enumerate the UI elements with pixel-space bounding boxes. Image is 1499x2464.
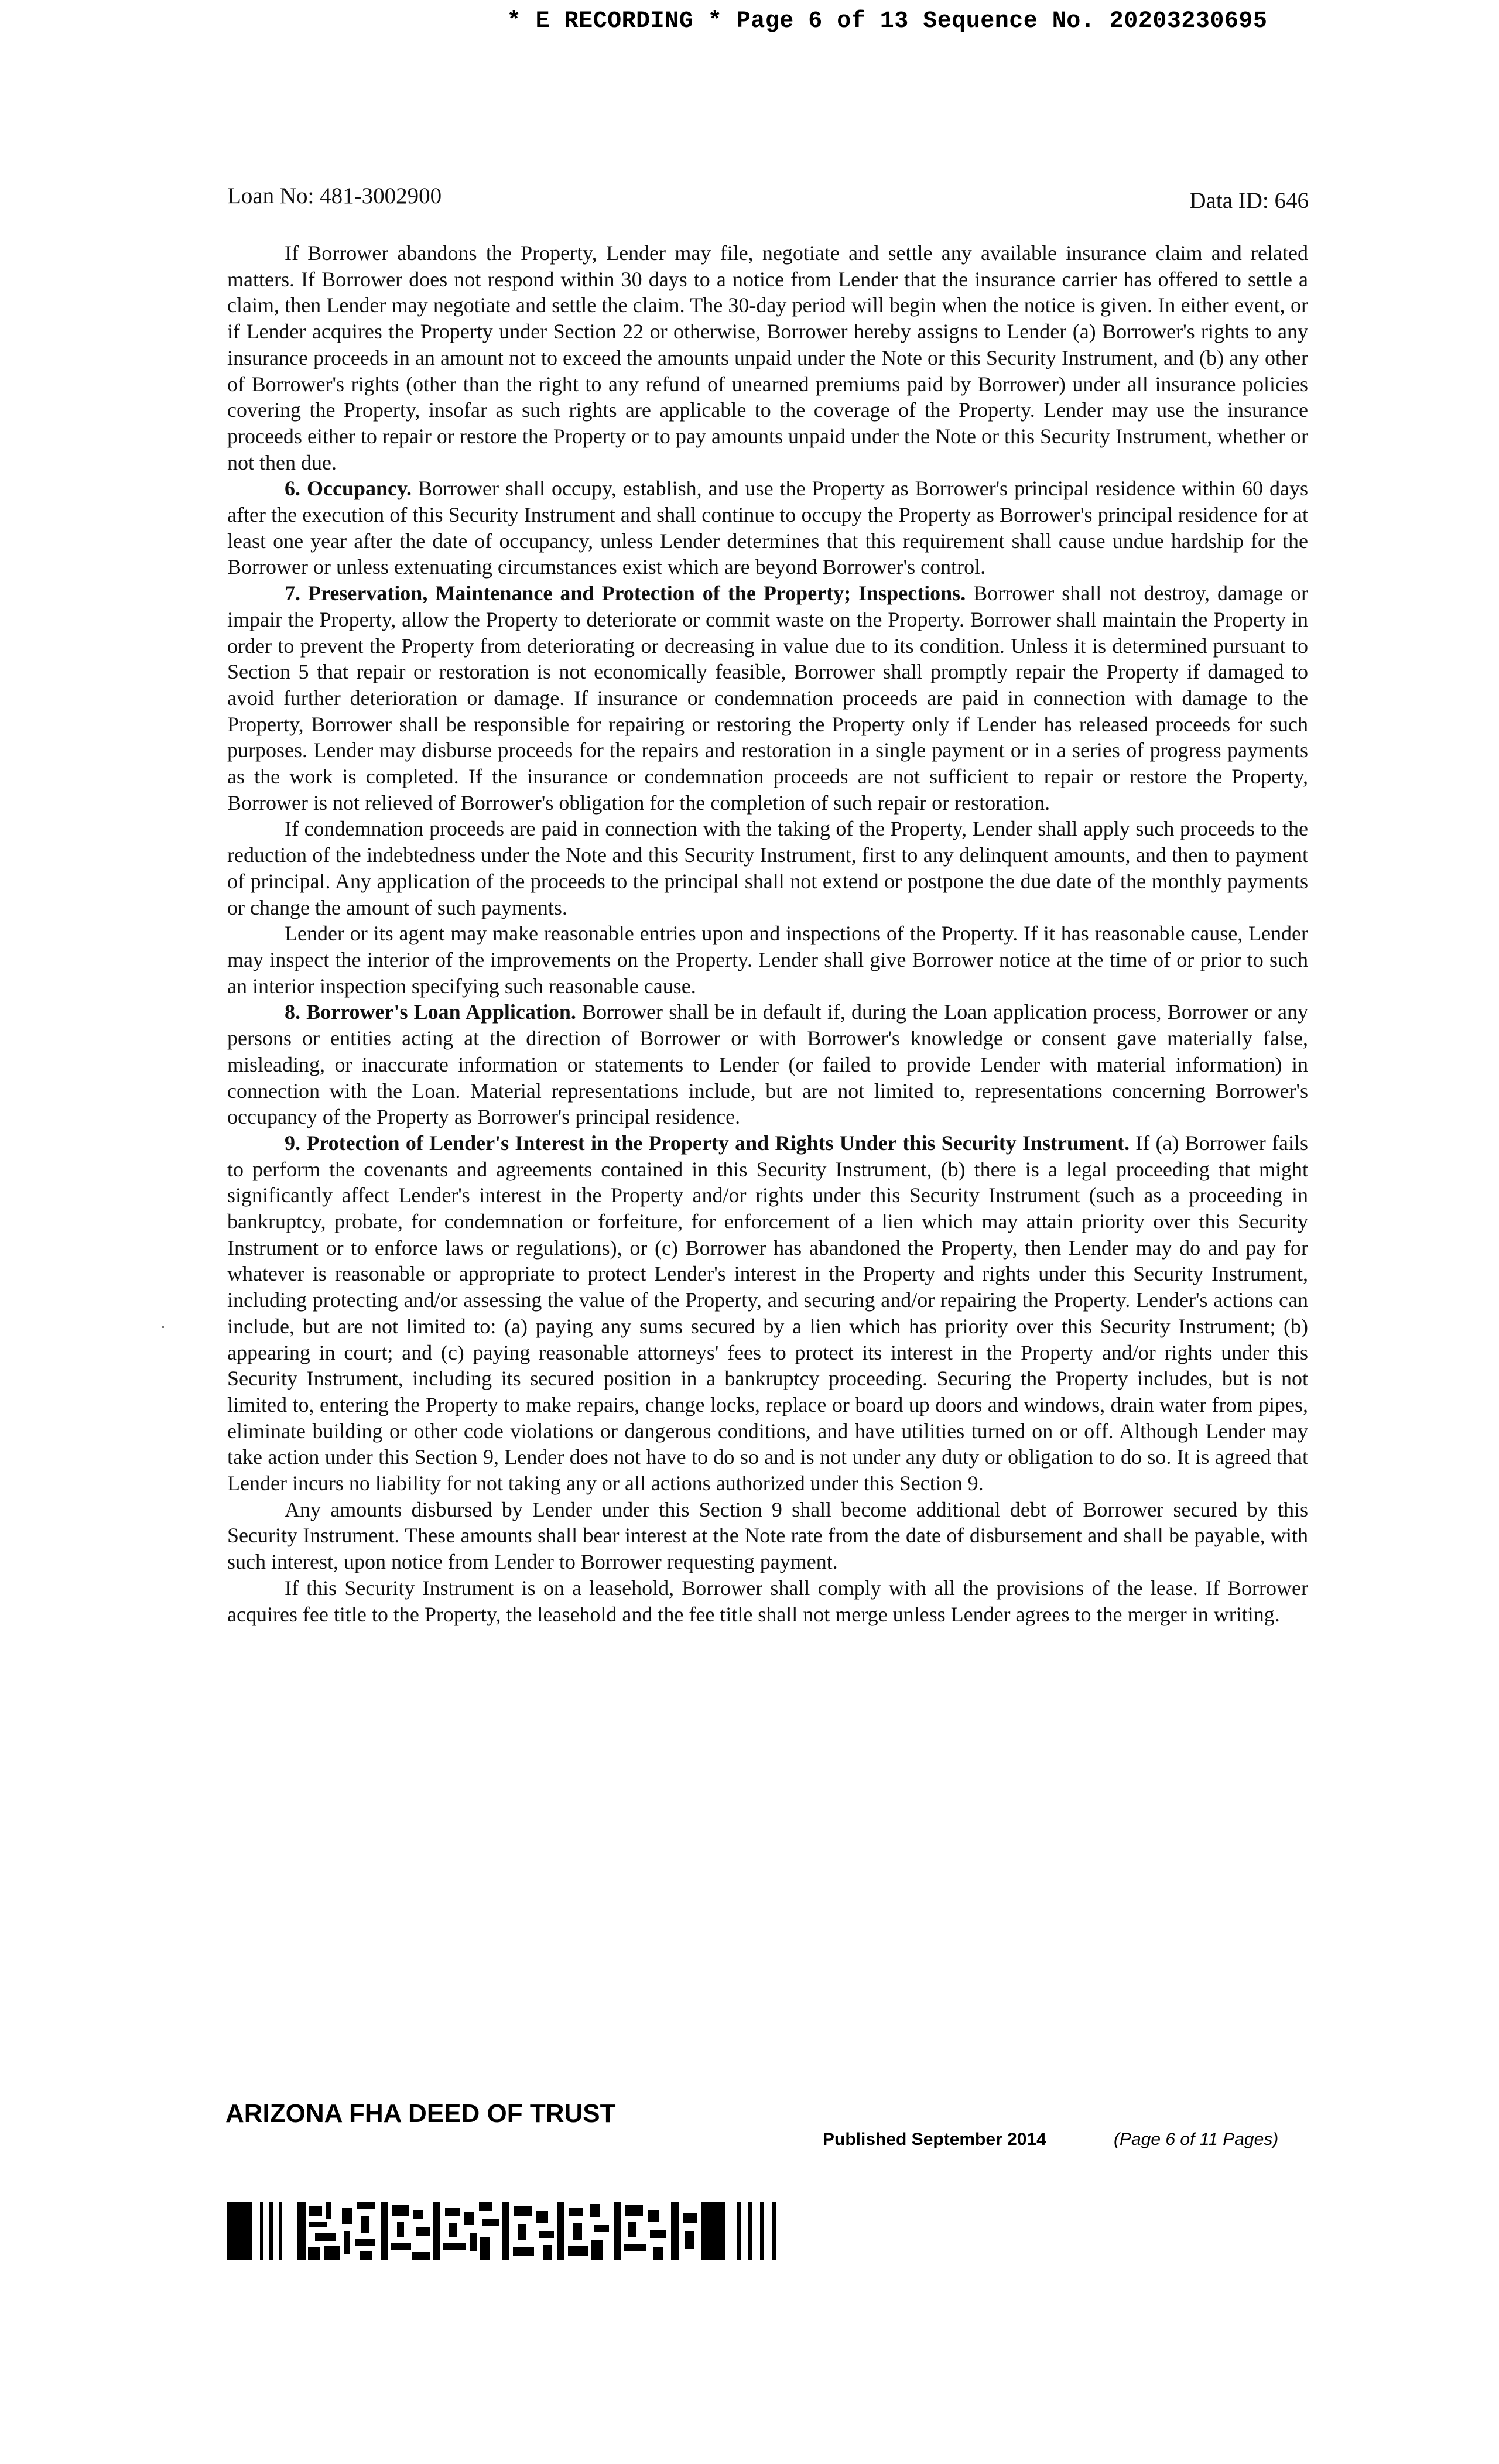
paragraph-condemnation: If condemnation proceeds are paid in connection with the taking of the Property, Lender shall apply such proceeds to the reduction of the indebtedness under the Note and this Security Instrument, first to any delinquent amounts, and then to payment of principal. Any application of the proceeds to the principal shall not extend or postpone the due date of the monthly payments or change the amount of such payments. bbox=[227, 817, 1308, 919]
section-9-text: If (a) Borrower fails to perform the covenants and agreements contained in this Security Instrument, (b) there is a legal proceeding that might significantly affect Lender's interest in the Property and/or rights under this Security Instrument (such as a proceeding in bankruptcy, probate, for condemnation or forfeiture, for enforcement of a lien which may attain priority over this Security Instrument or to enforce laws or regulations), or (c) Borrower has abandoned the Property, then Lender may do and pay for whatever is reasonable or appropriate to protect Lender's interest in the Property and rights under this Security Instrument, including protecting and/or assessing the value of the Property, and securing and/or repairing the Property. Lender's actions can include, but are not limited to: (a) paying any sums secured by a lien which has priority over this Security Instrument; (b) appearing in court; and (c) paying reasonable attorneys' fees to protect its interest in the Property and/or rights under this Security Instrument, including its secured position in a bankruptcy proceeding. Securing the Property includes, but is not limited to, entering the Property to make repairs, change locks, replace or board up doors and windows, drain water from pipes, eliminate building or other code violations or dangerous conditions, and have utilities turned on or off. Although Lender may take action under this Section 9, Lender does not have to do so and is not under any duty or obligation to do so. It is agreed that Lender incurs no liability for not taking any or all actions authorized under this Section 9. bbox=[227, 1131, 1308, 1495]
data-id: Data ID: 646 bbox=[1189, 188, 1309, 213]
barcode-graphic bbox=[227, 2202, 804, 2260]
section-8-loan-application bbox=[227, 999, 1308, 1130]
section-9-heading: 9. Protection of Lender's Interest in the Property and Rights Under this Security Instrument. bbox=[285, 1131, 1130, 1155]
paragraph-insurance-claim: If Borrower abandons the Property, Lender may file, negotiate and settle any available insurance claim and related matters. If Borrower does not respond within 30 days to a notice from Lender that the insurance carrier has offered to settle a claim, then Lender may negotiate and settle the claim. The 30-day period will begin when the notice is given. In either event, or if Lender acquires the Property under Section 22 or otherwise, Borrower hereby assigns to Lender (a) Borrower's rights to any insurance proceeds in an amount not to exceed the amounts unpaid under the Note or this Security Instrument, and (b) any other of Borrower's rights (other than the right to any refund of unearned premiums paid by Borrower) under all insurance policies covering the Property, insofar as such rights are applicable to the coverage of the Property. Lender may use the insurance proceeds either to repair or restore the Property or to pay amounts unpaid under the Note or this Security Instrument, whether or not then due. bbox=[227, 241, 1308, 474]
page-count: (Page 6 of 11 Pages) bbox=[1114, 2130, 1279, 2149]
section-7-heading: 7. Preservation, Maintenance and Protection of the Property; Inspections. bbox=[285, 581, 966, 605]
section-7-text: Borrower shall not destroy, damage or impair the Property, allow the Property to deteriorate or commit waste on the Property. Borrower shall maintain the Property in order to prevent the Property from deteriorating or decreasing in value due to its condition. Unless it is determined pursuant to Section 5 that repair or restoration is not economically feasible, Borrower shall promptly repair the Property if damaged to avoid further deterioration or damage. If insurance or condemnation proceeds are paid in connection with damage to the Property, Borrower shall be responsible for repairing or restoring the Property only if Lender has released proceeds for such purposes. Lender may disburse proceeds for the repairs and restoration in a single payment or in a series of progress payments as the work is completed. If the insurance or condemnation proceeds are not sufficient to repair or restore the Property, Borrower is not relieved of Borrower's obligation for the completion of such repair or restoration. bbox=[227, 581, 1309, 815]
form-title: ARIZONA FHA DEED OF TRUST bbox=[225, 2099, 616, 2128]
loan-number: Loan No: 481-3002900 bbox=[227, 183, 442, 208]
section-8-text: Borrower shall be in default if, during the Loan application process, Borrower or any persons or entities acting at the direction of Borrower or with Borrower's knowledge or consent gave materially false, misleading, or inaccurate information or statements to Lender (or failed to provide Lender with material information) in connection with the Loan. Material representations include, but are not limited to, representations concerning Borrower's occupancy of the Property as Borrower's principal residence. bbox=[227, 1000, 1308, 1129]
section-8-heading: 8. Borrower's Loan Application. bbox=[285, 1000, 576, 1024]
published-date: Published September 2014 bbox=[823, 2130, 1046, 2149]
paragraph-inspections: Lender or its agent may make reasonable entries upon and inspections of the Property. If it has reasonable cause, Lender may inspect the interior of the improvements on the Property. Lender shall give Borrower notice at the time of or prior to such an interior inspection specifying such reasonable cause. bbox=[227, 922, 1308, 998]
recording-header: * E RECORDING * Page 6 of 13 Sequence No. 20203230695 bbox=[506, 8, 1268, 35]
section-9-protection bbox=[227, 1130, 1308, 1497]
section-6-occupancy bbox=[227, 475, 1308, 580]
paragraph-leasehold: If this Security Instrument is on a leasehold, Borrower shall comply with all the provisions of the lease. If Borrower acquires fee title to the Property, the leasehold and the fee title shall not merge unless Lender agrees to the merger in writing. bbox=[227, 1576, 1308, 1626]
scan-speck bbox=[162, 1326, 164, 1328]
paragraph-disbursed-amounts: Any amounts disbursed by Lender under this Section 9 shall become additional debt of Borrower secured by this Security Instrument. These amounts shall bear interest at the Note rate from the date of disbursement and shall be payable, with such interest, upon notice from Lender to Borrower requesting payment. bbox=[227, 1497, 1308, 1574]
section-6-text: Borrower shall occupy, establish, and use the Property as Borrower's principal residence within 60 days after the execution of this Security Instrument and shall continue to occupy the Property as Borrower's principal residence for at least one year after the date of occupancy, unless Lender determines that this requirement shall cause undue hardship for the Borrower or unless extenuating circumstances exist which are beyond Borrower's control. bbox=[227, 477, 1308, 579]
section-6-heading: 6. Occupancy. bbox=[285, 477, 412, 501]
document-body bbox=[227, 240, 1308, 1627]
section-7-preservation bbox=[227, 580, 1308, 816]
